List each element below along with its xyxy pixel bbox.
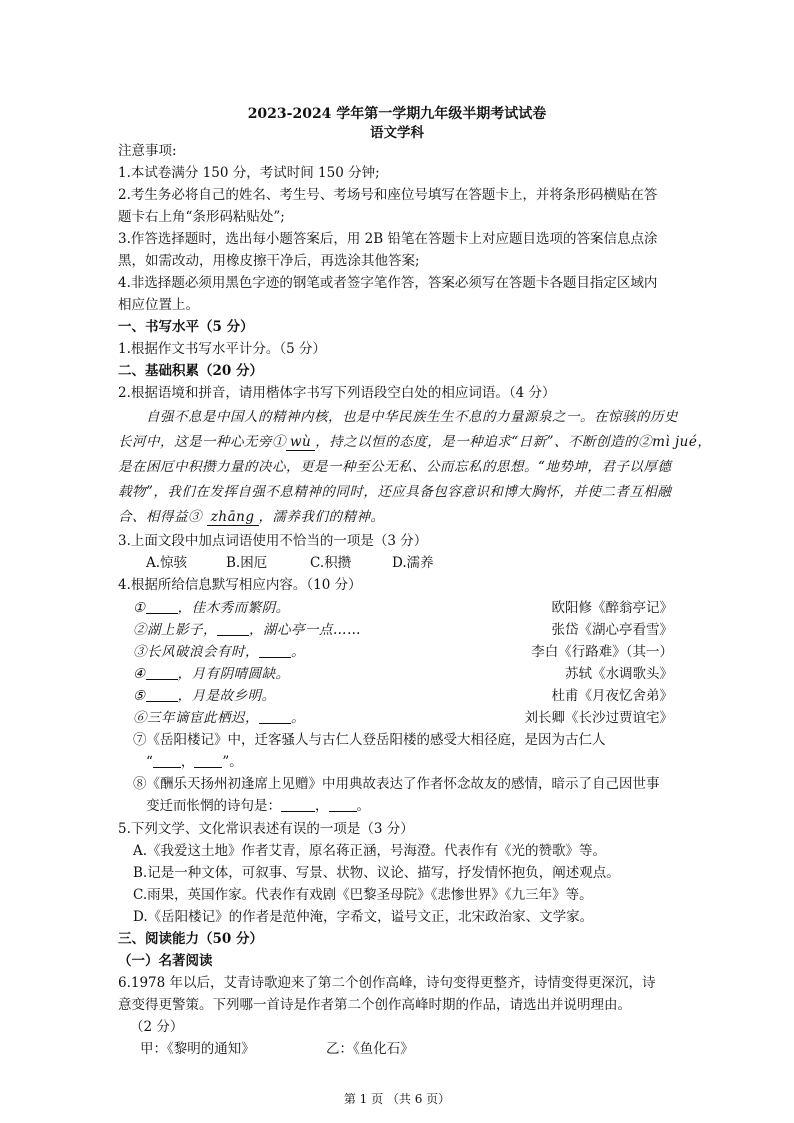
item-text: ②湖上影子， bbox=[133, 622, 217, 638]
item-text: ，月有阴晴圆缺。 bbox=[177, 666, 290, 682]
item-text: 。 bbox=[291, 710, 305, 726]
option-d: D.濡养 bbox=[392, 555, 434, 571]
item-source: 欧阳修《醉翁亭记》 bbox=[551, 600, 673, 616]
answer-blank[interactable] bbox=[146, 665, 178, 680]
period: 。 bbox=[356, 798, 370, 814]
passage-text: 合、相得益③ bbox=[118, 509, 207, 525]
option-yi: 乙：《鱼化石》 bbox=[326, 1041, 414, 1057]
pinyin-blank: mì jué bbox=[652, 434, 698, 450]
notice-line: 3.作答选择题时，选出每小题答案后，用 2B 铅笔在答题卡上对应题目选项的答案信息点涂 bbox=[118, 231, 658, 247]
option-jia: 甲：《黎明的通知》 bbox=[140, 1041, 255, 1057]
recitation-item-8-answer bbox=[146, 795, 370, 817]
item-text: ④ bbox=[133, 666, 146, 682]
item-text: ，佳木秀而繁阴。 bbox=[177, 600, 290, 616]
answer-blank[interactable] bbox=[259, 709, 291, 724]
page-footer: 第 1 页 （共 6 页） bbox=[343, 1092, 451, 1106]
answer-blank[interactable] bbox=[146, 599, 178, 614]
item-source: 张岱《湖心亭看雪》 bbox=[551, 622, 673, 638]
item-source: 杜甫《月夜忆舍弟》 bbox=[551, 688, 673, 704]
recitation-item-8: ⑧《酬乐天扬州初逢席上见赠》中用典故表达了作者怀念故友的感情，暗示了自己因世事 bbox=[133, 776, 660, 792]
section-heading: 三、阅读能力（50 分） bbox=[118, 931, 263, 947]
notice-line: 4.非选择题必须用黑色字迹的钢笔或者签字笔作答，答案必须写在答题卡各题目指定区域内 bbox=[118, 275, 658, 291]
notice-line: 题卡右上角“条形码粘贴处”; bbox=[118, 209, 285, 225]
recitation-item bbox=[133, 619, 673, 641]
answer-blank[interactable] bbox=[217, 621, 249, 636]
section-heading: 二、基础积累（20 分） bbox=[118, 363, 263, 379]
section-heading: 一、书写水平（5 分） bbox=[118, 319, 254, 335]
passage-line bbox=[118, 506, 385, 528]
item-source: 苏轼《水调歌头》 bbox=[565, 666, 673, 682]
notice-line: 黑，如需改动，用橡皮擦干净后，再选涂其他答案; bbox=[118, 253, 420, 269]
passage-line: 载物”，我们在发挥自强不息精神的同时，还应具备包容意识和博大胸怀，并使二者互相融 bbox=[118, 484, 672, 500]
quote-mark: “ bbox=[146, 754, 153, 770]
passage-text: ，持之以恒的态度，是一种追求“日新”、不断创造的② bbox=[315, 434, 653, 450]
recitation-item bbox=[133, 685, 673, 707]
passage-text: 长河中，这是一种心无旁① bbox=[118, 434, 286, 450]
question-1: 1.根据作文书写水平计分。（5 分） bbox=[118, 341, 327, 357]
passage-line bbox=[118, 431, 711, 453]
item-text: ⑤ bbox=[133, 688, 146, 704]
option-a: A.《我爱这土地》作者艾青，原名蒋正涵，号海澄。代表作有《光的赞歌》等。 bbox=[133, 843, 607, 859]
exam-title: 2023-2024 学年第一学期九年级半期考试试卷 bbox=[247, 106, 547, 122]
option-c: C.积攒 bbox=[310, 555, 352, 571]
item-source: 李白《行路难》（其一） bbox=[531, 644, 673, 660]
question-4: 4.根据所给信息默写相应内容。（10 分） bbox=[118, 577, 362, 593]
option-b: B.记是一种文体，可叙事、写景、状物、议论、描写，抒发情怀抱负，阐述观点。 bbox=[133, 865, 620, 881]
recitation-item bbox=[133, 707, 673, 729]
option-c: C.雨果，英国作家。代表作有戏剧《巴黎圣母院》《悲惨世界》《九三年》等。 bbox=[133, 887, 593, 903]
passage-line: 自强不息是中国人的精神内核，也是中华民族生生不息的力量源泉之一。在惊骇的历史 bbox=[146, 409, 678, 425]
item-text: 。 bbox=[291, 644, 305, 660]
item-text: ，月是故乡明。 bbox=[177, 688, 276, 704]
notice-line: 相应位置上。 bbox=[118, 297, 199, 313]
pinyin-blank: wù bbox=[286, 434, 315, 451]
notice-line: 2.考生务必将自己的姓名、考生号、考场号和座位号填写在答题卡上，并将条形码横贴在答 bbox=[118, 187, 658, 203]
item-source: 刘长卿《长沙过贾谊宅》 bbox=[524, 710, 673, 726]
comma: ， bbox=[180, 754, 195, 770]
answer-blank[interactable] bbox=[146, 687, 178, 702]
pinyin-blank: zhāng bbox=[207, 509, 259, 526]
answer-blank[interactable] bbox=[329, 797, 357, 812]
option-b: B.困厄 bbox=[226, 555, 268, 571]
question-6: 6.1978 年以后，艾青诗歌迎来了第二个创作高峰，诗句变得更整齐，诗情变得更深沉，诗 bbox=[118, 975, 656, 991]
notice-line: 1.本试卷满分 150 分，考试时间 150 分钟; bbox=[118, 165, 380, 181]
answer-blank[interactable] bbox=[153, 753, 181, 768]
option-d: D.《岳阳楼记》的作者是范仲淹，字希文，谥号文正，北宋政治家、文学家。 bbox=[133, 909, 594, 925]
answer-blank[interactable] bbox=[259, 643, 291, 658]
question-3: 3.上面文段中加点词语使用不恰当的一项是（3 分） bbox=[118, 533, 428, 549]
passage-text: ， bbox=[697, 434, 712, 450]
recitation-item bbox=[133, 597, 673, 619]
question-6-score: （2 分） bbox=[130, 1019, 184, 1035]
answer-blank[interactable] bbox=[281, 797, 315, 812]
passage-line: 是在困厄中积攒力量的决心，更是一种至公无私、公而忘私的思想。“地势坤，君子以厚德 bbox=[118, 459, 672, 475]
item-text: 变迁而怅惘的诗句是： bbox=[146, 798, 281, 814]
item-text: ⑥三年谪宦此栖迟， bbox=[133, 710, 259, 726]
question-6-cont: 意变得更警策。下列哪一首诗是作者第二个创作高峰时期的作品，请选出并说明理由。 bbox=[118, 997, 631, 1013]
question-2: 2.根据语境和拼音，请用楷体字书写下列语段空白处的相应词语。（4 分） bbox=[118, 385, 556, 401]
option-a: A.惊骇 bbox=[146, 555, 188, 571]
item-text: ③长风破浪会有时， bbox=[133, 644, 259, 660]
item-text: ① bbox=[133, 600, 146, 616]
item-text: ，湖心亭一点…… bbox=[249, 622, 361, 638]
quote-mark: ”。 bbox=[222, 754, 243, 770]
recitation-item bbox=[133, 641, 673, 663]
comma: ， bbox=[315, 798, 329, 814]
recitation-item-7: ⑦《岳阳楼记》中，迁客骚人与古仁人登岳阳楼的感受大相径庭，是因为古仁人 bbox=[133, 732, 606, 748]
exam-subject: 语文学科 bbox=[370, 125, 424, 141]
subsection-heading: （一）名著阅读 bbox=[118, 953, 213, 969]
question-5: 5.下列文学、文化常识表述有误的一项是（3 分） bbox=[118, 821, 414, 837]
recitation-item bbox=[133, 663, 673, 685]
passage-text: ，濡养我们的精神。 bbox=[258, 509, 385, 525]
answer-blank[interactable] bbox=[194, 753, 222, 768]
recitation-item-7-answer bbox=[146, 751, 243, 773]
notice-heading: 注意事项: bbox=[118, 143, 177, 159]
